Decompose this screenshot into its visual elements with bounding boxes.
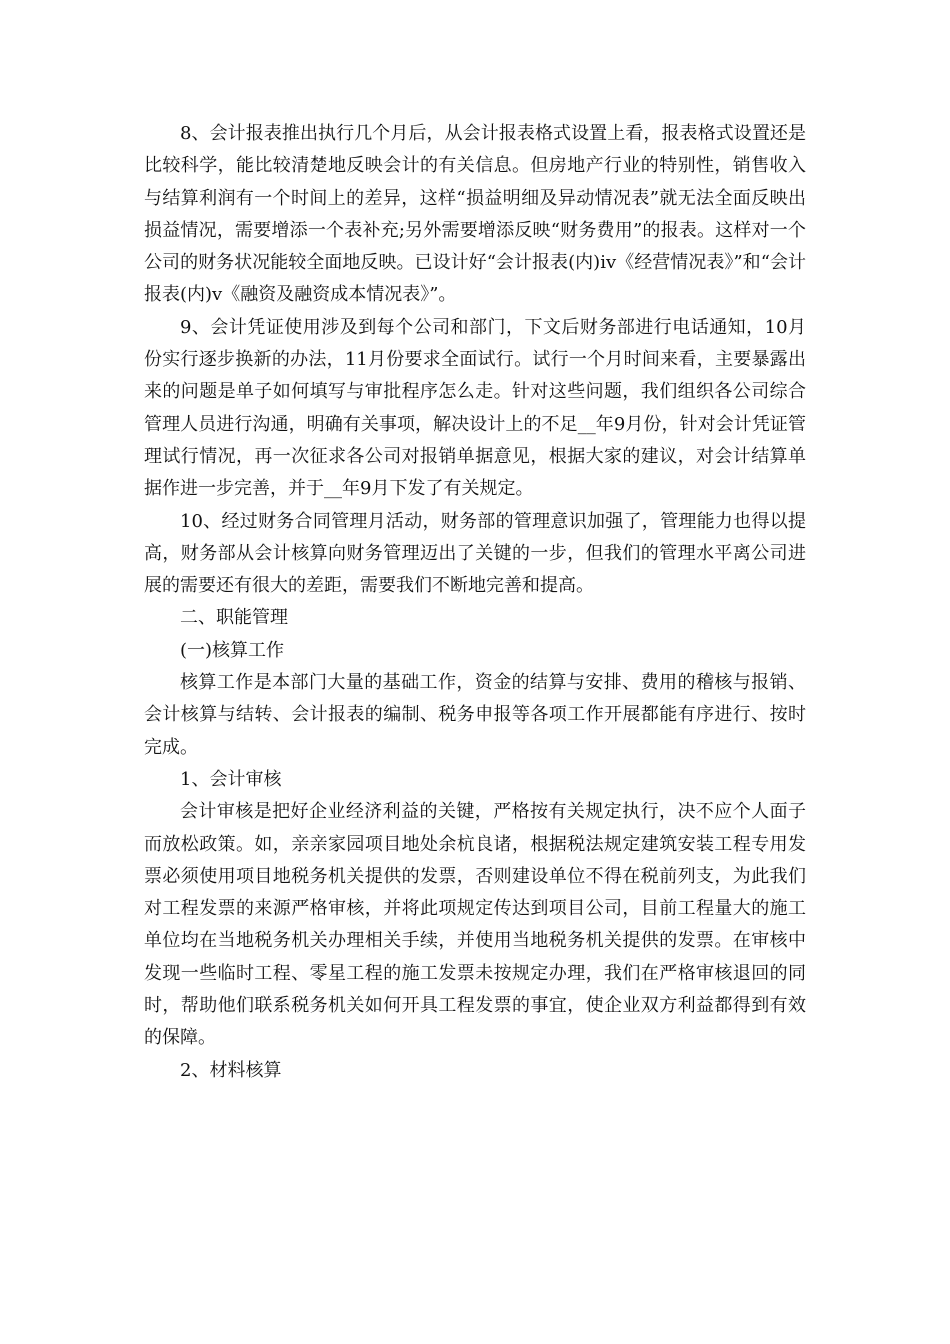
paragraph-item-8: 8、会计报表推出执行几个月后，从会计报表格式设置上看，报表格式设置还是比较科学，能比较清楚地反映会计的有关信息。但房地产行业的特别性，销售收入与结算利润有一个时间上的差异，这样“损益明细及异动情况表”就无法全面反映出损益情况，需要增添一个表补充;另外需要增添反映“财务费用”的报表。这样对一个公司的财务状况能较全面地反映。已设计好“会计报表(内)ⅳ《经营情况表》”和“会计报表(内)ⅴ《融资及融资成本情况表》”。 bbox=[144, 123, 806, 306]
paragraph-accounting-audit: 会计审核是把好企业经济利益的关键，严格按有关规定执行，决不应个人面子而放松政策。如，亲亲家园项目地处余杭良诸，根据税法规定建筑安装工程专用发票必须使用项目地税务机关提供的发票，否则建设单位不得在税前列支，为此我们对工程发票的来源严格审核，并将此项规定传达到项目公司，目前工程量大的施工单位均在当地税务机关办理相关手续，并使用当地税务机关提供的发票。在审核中发现一些临时工程、零星工程的施工发票未按规定办理，我们在严格审核退回的同时，帮助他们联系税务机关如何开具工程发票的事宜，使企业双方利益都得到有效的保障。 bbox=[144, 801, 806, 1049]
paragraph-item-10: 10、经过财务合同管理月活动，财务部的管理意识加强了，管理能力也得以提高，财务部从会计核算向财务管理迈出了关键的一步，但我们的管理水平离公司进展的需要还有很大的差距，需要我们不断地完善和提高。 bbox=[144, 510, 806, 597]
paragraph-accounting-work: 核算工作是本部门大量的基础工作，资金的结算与安排、费用的稽核与报销、会计核算与结转、会计报表的编制、税务申报等各项工作开展都能有序进行、按时完成。 bbox=[144, 672, 806, 758]
paragraph-item-9: 9、会计凭证使用涉及到每个公司和部门，下文后财务部进行电话通知，10月份实行逐步换新的办法，11月份要求全面试行。试行一个月时间来看，主要暴露出来的问题是单子如何填写与审批程序怎么走。针对这些问题，我们组织各公司综合管理人员进行沟通，明确有关事项，解决设计上的不足__年9月份，针对会计凭证管理试行情况，再一次征求各公司对报销单据意见，根据大家的建议，对会计结算单据作进一步完善，并于__年9月下发了有关规定。 bbox=[144, 316, 806, 500]
subsection-heading-accounting-work: (一)核算工作 bbox=[180, 639, 285, 661]
document-body bbox=[144, 118, 806, 1087]
section-heading-functional-management: 二、职能管理 bbox=[180, 607, 288, 629]
subheading-material-accounting: 2、材料核算 bbox=[180, 1059, 282, 1081]
subheading-accounting-audit: 1、会计审核 bbox=[180, 768, 282, 790]
